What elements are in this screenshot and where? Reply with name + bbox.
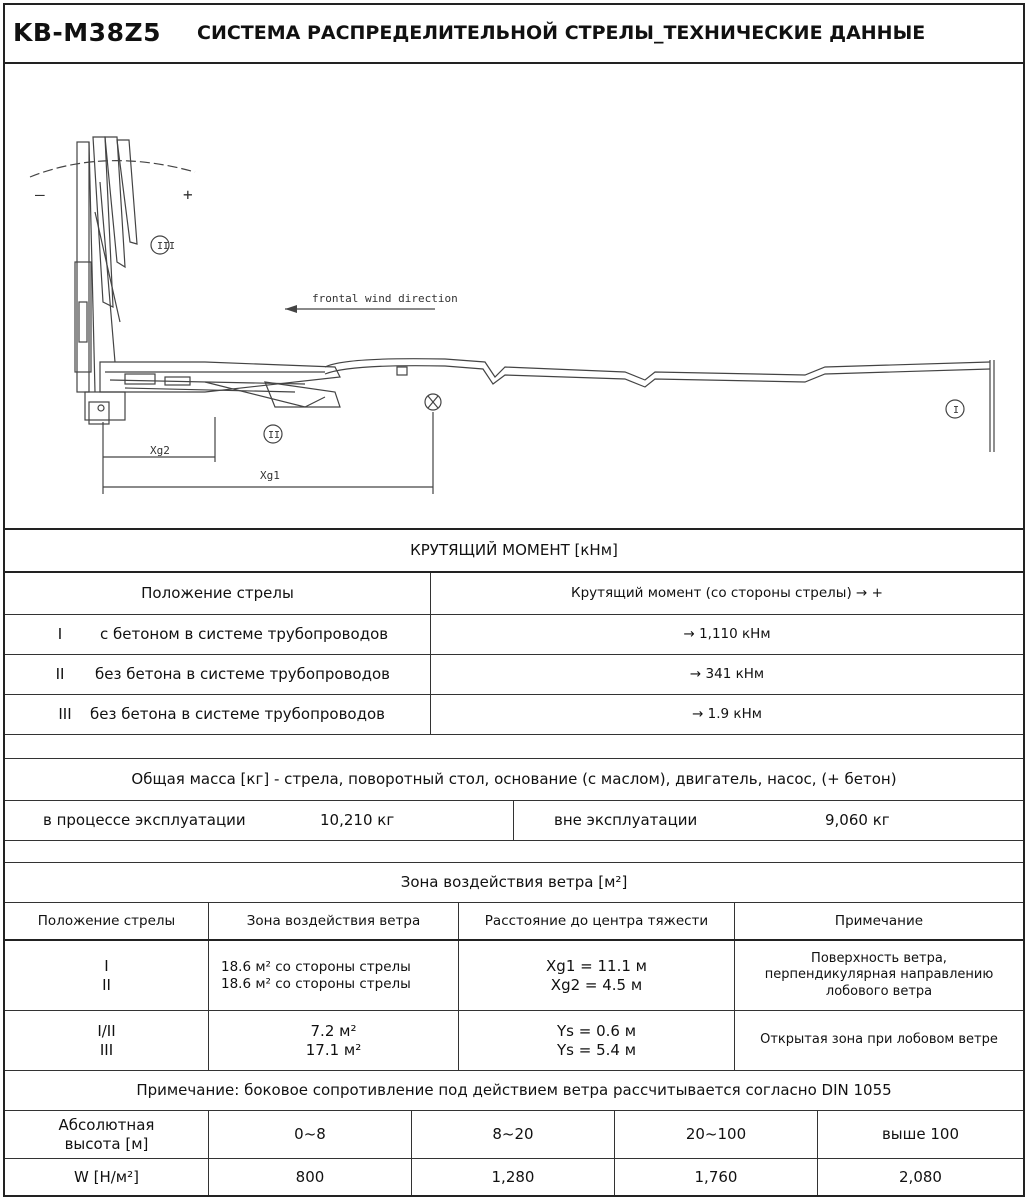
wind-title: Зона воздействия ветра [м²] xyxy=(400,873,628,892)
wind-block-2-note: Открытая зона при лобовом ветре xyxy=(734,1011,1023,1070)
wind-block-2-position-2: III xyxy=(99,1040,114,1059)
wind-block-2 xyxy=(5,1011,1023,1071)
pressure-height-1: 0~8 xyxy=(208,1111,411,1158)
pressure-height-label: Абсолютная высота [м] xyxy=(58,1115,155,1153)
torque-row-1-value: → 1,110 кНм xyxy=(430,615,1023,654)
mass-title: Общая масса [кг] - стрела, поворотный стол, основание (с маслом), двигатель, насос, (+ бетон) xyxy=(131,770,897,789)
minus-sign: – xyxy=(35,185,45,204)
xg2-dimension-label: Xg2 xyxy=(150,444,170,457)
torque-header-row xyxy=(5,573,1023,615)
spacer-row-2 xyxy=(5,841,1023,863)
pressure-height-3: 20~100 xyxy=(614,1111,817,1158)
wind-header-row xyxy=(5,903,1023,941)
pressure-value-4: 2,080 xyxy=(817,1159,1023,1195)
torque-row-3 xyxy=(5,695,1023,735)
wind-block-1-distances xyxy=(458,941,734,1010)
sheet-title: СИСТЕМА РАСПРЕДЕЛИТЕЛЬНОЙ СТРЕЛЫ_ТЕХНИЧЕСКИЕ ДАННЫЕ xyxy=(197,22,926,44)
xg1-dimension-label: Xg1 xyxy=(260,469,280,482)
torque-row-2-value: → 341 кНм xyxy=(430,655,1023,694)
torque-row-1-num: I xyxy=(57,625,63,644)
wind-block-1-area-1: 18.6 м² со стороны стрелы xyxy=(221,958,411,975)
mass-values-row xyxy=(5,801,1023,841)
pressure-value-3: 1,760 xyxy=(614,1159,817,1195)
plus-sign: + xyxy=(183,185,193,204)
torque-row-1-desc: с бетоном в системе трубопроводов xyxy=(100,625,389,644)
wind-block-1-distance-1: Xg1 = 11.1 м xyxy=(546,956,647,975)
torque-row-3-value: → 1.9 кНм xyxy=(430,695,1023,734)
wind-block-2-area-1: 7.2 м² xyxy=(310,1021,357,1040)
wind-arrow-icon xyxy=(285,305,297,313)
position-1-label: I xyxy=(953,405,960,416)
mass-title-row xyxy=(5,759,1023,801)
vertical-boom-section xyxy=(77,142,89,392)
wind-block-1-position-2: II xyxy=(102,975,111,994)
torque-title: КРУТЯЩИЙ МОМЕНТ [кНм] xyxy=(410,541,618,560)
mass-idle-value: 9,060 кг xyxy=(825,811,890,830)
mass-operating-label: в процессе эксплуатации xyxy=(43,811,246,830)
wind-footnote: Примечание: боковое сопротивление под действием ветра рассчитывается согласно DIN 1055 xyxy=(136,1081,892,1100)
boom-drawing xyxy=(5,62,1023,528)
pressure-value-2: 1,280 xyxy=(411,1159,614,1195)
wind-block-2-areas xyxy=(208,1011,458,1070)
wind-block-2-area-2: 17.1 м² xyxy=(305,1040,362,1059)
pressure-w-label: W [Н/м²] xyxy=(74,1167,139,1186)
pressure-height-4: выше 100 xyxy=(817,1111,1023,1158)
torque-row-2-desc: без бетона в системе трубопроводов xyxy=(95,665,390,684)
wind-block-1-positions xyxy=(5,941,208,1010)
model-name: KB-M38Z5 xyxy=(13,18,161,47)
wind-block-2-positions xyxy=(5,1011,208,1070)
position-2-label: II xyxy=(268,430,281,441)
pressure-values-row xyxy=(5,1159,1023,1195)
wind-block-1-note: Поверхность ветра, перпендикулярная направлению лобового ветра xyxy=(734,941,1023,1010)
wind-block-1-areas xyxy=(208,941,458,1010)
wind-block-1-position-1: I xyxy=(104,956,109,975)
wind-block-1-area-2: 18.6 м² со стороны стрелы xyxy=(221,975,411,992)
swing-arc xyxy=(30,161,195,177)
position-3-label: III xyxy=(157,241,176,252)
wind-header-distance: Расстояние до центра тяжести xyxy=(458,903,734,939)
wind-block-2-position-1: I/II xyxy=(97,1021,116,1040)
wind-footnote-row xyxy=(5,1071,1023,1111)
wind-block-2-distance-2: Ys = 5.4 м xyxy=(556,1040,637,1059)
torque-row-2 xyxy=(5,655,1023,695)
wind-block-1-distance-2: Xg2 = 4.5 м xyxy=(550,975,643,994)
torque-row-3-desc: без бетона в системе трубопроводов xyxy=(90,705,385,724)
spacer-row-1 xyxy=(5,735,1023,759)
wind-block-1 xyxy=(5,941,1023,1011)
pressure-value-1: 800 xyxy=(208,1159,411,1195)
pressure-height-2: 8~20 xyxy=(411,1111,614,1158)
torque-col-position: Положение стрелы xyxy=(141,584,294,603)
technical-sheet xyxy=(3,3,1025,1197)
wind-header-note: Примечание xyxy=(734,903,1023,939)
wind-header-position: Положение стрелы xyxy=(37,912,176,929)
wind-block-2-distance-1: Ys = 0.6 м xyxy=(556,1021,637,1040)
mass-operating-value: 10,210 кг xyxy=(320,811,395,830)
torque-row-2-num: II xyxy=(55,665,65,684)
pressure-height-row xyxy=(5,1111,1023,1159)
wind-block-2-distances xyxy=(458,1011,734,1070)
mass-idle-label: вне эксплуатации xyxy=(513,801,763,840)
wind-header-area: Зона воздействия ветра xyxy=(208,903,458,939)
torque-row-3-num: III xyxy=(58,705,72,724)
torque-row-1 xyxy=(5,615,1023,655)
wind-title-row xyxy=(5,863,1023,903)
torque-col-moment: Крутящий момент (со стороны стрелы) → + xyxy=(430,573,1023,614)
torque-title-row xyxy=(5,528,1023,573)
sheet-header xyxy=(5,5,1023,64)
wind-direction-label: frontal wind direction xyxy=(312,292,458,305)
